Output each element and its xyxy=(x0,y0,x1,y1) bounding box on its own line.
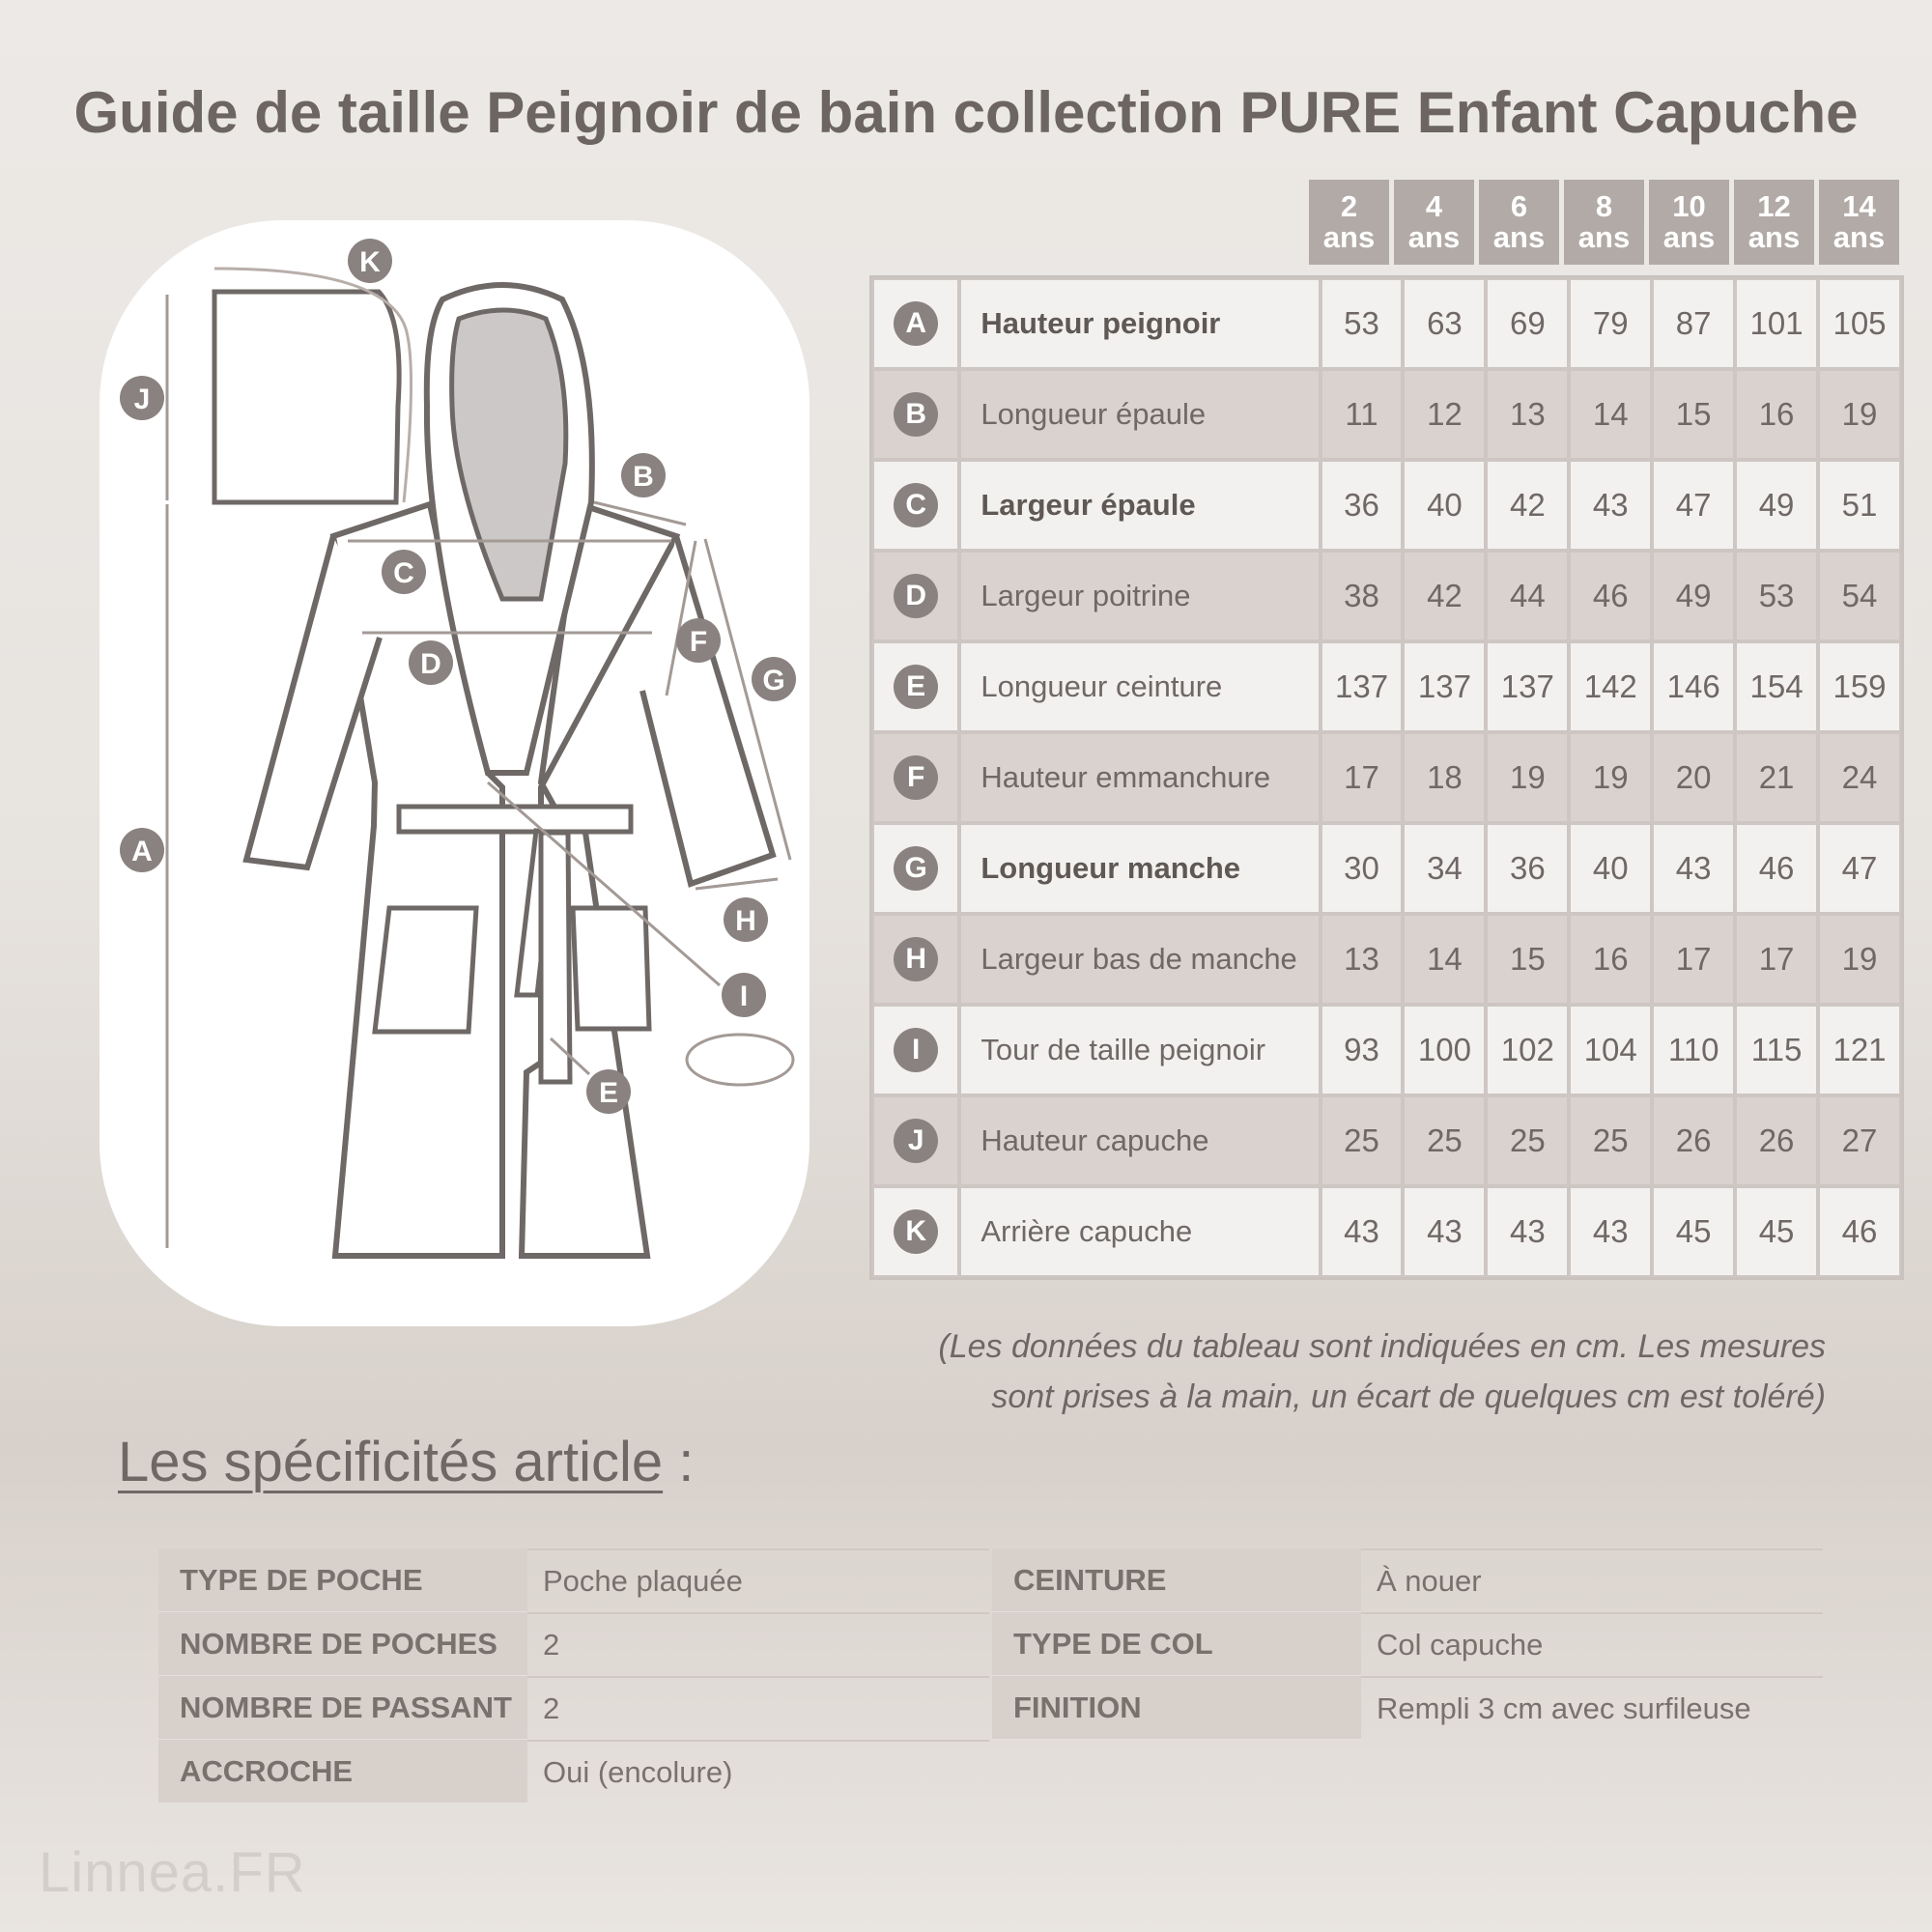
row-value: 40 xyxy=(1569,823,1652,914)
table-row xyxy=(872,914,1901,1005)
row-value: 69 xyxy=(1486,278,1569,369)
row-value: 25 xyxy=(1403,1095,1486,1186)
spec-nombre-de-poches: NOMBRE DE POCHES 2 xyxy=(158,1612,989,1676)
row-label: Longueur épaule xyxy=(959,369,1320,460)
row-value: 115 xyxy=(1735,1005,1818,1095)
row-value: 110 xyxy=(1652,1005,1735,1095)
row-value: 20 xyxy=(1652,732,1735,823)
size-col-8: 8 ans xyxy=(1564,180,1644,265)
row-value: 30 xyxy=(1321,823,1404,914)
row-value: 43 xyxy=(1569,460,1652,551)
row-value: 13 xyxy=(1321,914,1404,1005)
row-value: 17 xyxy=(1735,914,1818,1005)
row-value: 44 xyxy=(1486,551,1569,641)
row-label: Arrière capuche xyxy=(959,1186,1320,1277)
row-value: 79 xyxy=(1569,278,1652,369)
row-value: 43 xyxy=(1403,1186,1486,1277)
row-label: Hauteur capuche xyxy=(959,1095,1320,1186)
row-value: 15 xyxy=(1486,914,1569,1005)
badge-f: F xyxy=(689,626,708,658)
row-value: 87 xyxy=(1652,278,1735,369)
note-line-2: sont prises à la main, un écart de quelques cm est toléré) xyxy=(991,1378,1826,1415)
row-label: Hauteur emmanchure xyxy=(959,732,1320,823)
row-letter-badge: I xyxy=(894,1028,938,1072)
badge-h: H xyxy=(735,905,756,937)
badge-k: K xyxy=(359,246,381,278)
spec-type-de-poche: TYPE DE POCHE Poche plaquée xyxy=(158,1548,989,1612)
row-value: 46 xyxy=(1569,551,1652,641)
row-value: 104 xyxy=(1569,1005,1652,1095)
row-value: 34 xyxy=(1403,823,1486,914)
table-row xyxy=(872,369,1901,460)
table-row xyxy=(872,823,1901,914)
row-value: 18 xyxy=(1403,732,1486,823)
row-value: 46 xyxy=(1818,1186,1901,1277)
spec-accroche: ACCROCHE Oui (encolure) xyxy=(158,1740,989,1804)
spec-finition: FINITION Rempli 3 cm avec surfileuse xyxy=(992,1676,1823,1740)
size-col-10: 10 ans xyxy=(1649,180,1729,265)
row-value: 63 xyxy=(1403,278,1486,369)
specs-heading: Les spécificités article : xyxy=(118,1431,695,1493)
size-col-2: 2 ans xyxy=(1309,180,1389,265)
table-row xyxy=(872,1186,1901,1277)
table-note xyxy=(850,1321,1826,1422)
row-label: Largeur bas de manche xyxy=(959,914,1320,1005)
row-value: 43 xyxy=(1321,1186,1404,1277)
row-value: 19 xyxy=(1818,369,1901,460)
row-value: 53 xyxy=(1321,278,1404,369)
row-value: 36 xyxy=(1486,823,1569,914)
row-letter-badge: J xyxy=(894,1119,938,1163)
row-letter-badge: D xyxy=(894,574,938,618)
row-value: 137 xyxy=(1321,641,1404,732)
row-value: 19 xyxy=(1569,732,1652,823)
row-letter-badge: K xyxy=(894,1209,938,1254)
spec-type-de-col: TYPE DE COL Col capuche xyxy=(992,1612,1823,1676)
row-value: 43 xyxy=(1486,1186,1569,1277)
size-table xyxy=(869,275,1904,1280)
table-row xyxy=(872,732,1901,823)
size-col-6: 6 ans xyxy=(1479,180,1559,265)
size-header xyxy=(1309,180,1899,265)
row-value: 54 xyxy=(1818,551,1901,641)
row-value: 46 xyxy=(1735,823,1818,914)
row-value: 15 xyxy=(1652,369,1735,460)
row-letter-badge: H xyxy=(894,937,938,981)
row-label: Longueur ceinture xyxy=(959,641,1320,732)
note-line-1: (Les données du tableau sont indiquées en cm. Les mesures xyxy=(938,1328,1826,1365)
row-value: 105 xyxy=(1818,278,1901,369)
row-value: 43 xyxy=(1569,1186,1652,1277)
row-value: 45 xyxy=(1652,1186,1735,1277)
badge-e: E xyxy=(598,1077,619,1109)
row-letter-badge: F xyxy=(894,755,938,800)
robe-diagram-panel xyxy=(99,220,810,1326)
row-value: 137 xyxy=(1403,641,1486,732)
row-value: 47 xyxy=(1652,460,1735,551)
row-value: 27 xyxy=(1818,1095,1901,1186)
row-value: 100 xyxy=(1403,1005,1486,1095)
table-row xyxy=(872,551,1901,641)
row-value: 36 xyxy=(1321,460,1404,551)
row-label: Largeur épaule xyxy=(959,460,1320,551)
spec-nombre-de-passant: NOMBRE DE PASSANT 2 xyxy=(158,1676,989,1740)
row-value: 101 xyxy=(1735,278,1818,369)
row-value: 19 xyxy=(1486,732,1569,823)
table-row xyxy=(872,1005,1901,1095)
badge-b: B xyxy=(633,461,654,493)
badge-j: J xyxy=(133,384,151,415)
row-value: 42 xyxy=(1403,551,1486,641)
table-row xyxy=(872,641,1901,732)
row-value: 14 xyxy=(1403,914,1486,1005)
row-value: 40 xyxy=(1403,460,1486,551)
row-value: 53 xyxy=(1735,551,1818,641)
badge-i: I xyxy=(739,980,749,1012)
row-value: 25 xyxy=(1486,1095,1569,1186)
row-value: 17 xyxy=(1652,914,1735,1005)
row-value: 17 xyxy=(1321,732,1404,823)
row-value: 25 xyxy=(1321,1095,1404,1186)
row-value: 16 xyxy=(1569,914,1652,1005)
row-value: 19 xyxy=(1818,914,1901,1005)
row-value: 26 xyxy=(1735,1095,1818,1186)
table-row xyxy=(872,1095,1901,1186)
row-value: 38 xyxy=(1321,551,1404,641)
row-value: 49 xyxy=(1652,551,1735,641)
row-label: Tour de taille peignoir xyxy=(959,1005,1320,1095)
row-letter-badge: G xyxy=(894,846,938,891)
linnea-logo: Linnea.FR xyxy=(39,1841,306,1904)
row-value: 12 xyxy=(1403,369,1486,460)
badge-g: G xyxy=(762,665,785,696)
row-letter-badge: A xyxy=(894,301,938,346)
badge-d: D xyxy=(420,648,441,680)
row-value: 26 xyxy=(1652,1095,1735,1186)
row-value: 13 xyxy=(1486,369,1569,460)
row-letter-badge: B xyxy=(894,392,938,437)
row-value: 142 xyxy=(1569,641,1652,732)
row-value: 21 xyxy=(1735,732,1818,823)
row-value: 24 xyxy=(1818,732,1901,823)
size-col-14: 14 ans xyxy=(1819,180,1899,265)
size-col-4: 4 ans xyxy=(1394,180,1474,265)
row-value: 102 xyxy=(1486,1005,1569,1095)
row-value: 11 xyxy=(1321,369,1404,460)
row-value: 93 xyxy=(1321,1005,1404,1095)
row-value: 14 xyxy=(1569,369,1652,460)
row-value: 137 xyxy=(1486,641,1569,732)
badge-a: A xyxy=(131,836,153,867)
row-value: 159 xyxy=(1818,641,1901,732)
page-title: Guide de taille Peignoir de bain collection PURE Enfant Capuche xyxy=(73,80,1859,145)
row-label: Largeur poitrine xyxy=(959,551,1320,641)
row-value: 47 xyxy=(1818,823,1901,914)
row-letter-badge: E xyxy=(894,665,938,709)
table-row xyxy=(872,278,1901,369)
table-row xyxy=(872,460,1901,551)
row-value: 43 xyxy=(1652,823,1735,914)
row-value: 16 xyxy=(1735,369,1818,460)
row-value: 42 xyxy=(1486,460,1569,551)
row-value: 121 xyxy=(1818,1005,1901,1095)
row-value: 51 xyxy=(1818,460,1901,551)
row-value: 45 xyxy=(1735,1186,1818,1277)
row-value: 146 xyxy=(1652,641,1735,732)
row-value: 25 xyxy=(1569,1095,1652,1186)
row-value: 49 xyxy=(1735,460,1818,551)
spec-ceinture: CEINTURE À nouer xyxy=(992,1548,1823,1612)
size-col-12: 12 ans xyxy=(1734,180,1814,265)
badge-c: C xyxy=(393,557,414,589)
bathrobe-diagram xyxy=(99,220,810,1326)
row-value: 154 xyxy=(1735,641,1818,732)
row-label: Longueur manche xyxy=(959,823,1320,914)
row-letter-badge: C xyxy=(894,483,938,527)
row-label: Hauteur peignoir xyxy=(959,278,1320,369)
